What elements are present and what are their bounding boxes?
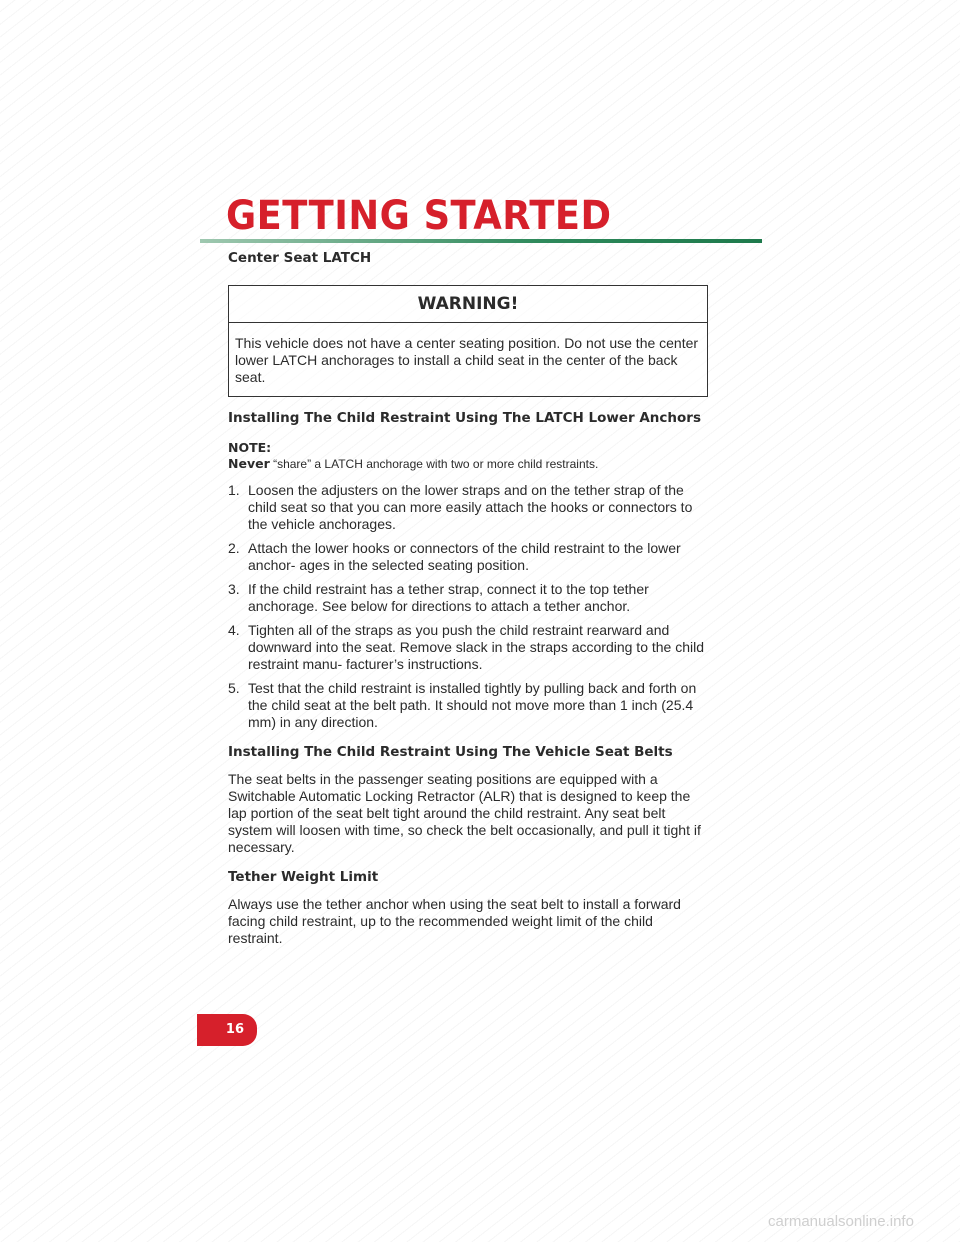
seat-belts-paragraph: The seat belts in the passenger seating positions are equipped with a Switchable Automatic Locking Retractor (ALR) that is designed to keep the lap portion of the seat belt tight around the child restraint. Any seat belt system will loosen with time, so check the belt occasionally, and pull it tight if necessary. bbox=[228, 771, 701, 855]
step-number: 1. bbox=[228, 482, 240, 498]
step-text: Loosen the adjusters on the lower straps and on the tether strap of the child seat so that you can more easily attach the hooks or connectors to the vehicle anchorages. bbox=[248, 482, 693, 532]
section-title: GETTING STARTED bbox=[226, 193, 612, 239]
title-divider bbox=[200, 239, 762, 243]
note-lead: Never bbox=[228, 456, 270, 471]
step-number: 3. bbox=[228, 581, 240, 597]
step-number: 2. bbox=[228, 540, 240, 556]
watermark: carmanualsonline.info bbox=[768, 1213, 914, 1230]
step-number: 5. bbox=[228, 680, 240, 696]
page-content bbox=[228, 250, 708, 947]
seat-belts-heading: Installing The Child Restraint Using The Vehicle Seat Belts bbox=[228, 744, 673, 760]
list-item bbox=[228, 622, 708, 673]
list-item bbox=[228, 581, 708, 615]
step-text: Test that the child restraint is installed tightly by pulling back and forth on the child seat at the belt path. It should not move more than 1 inch (25.4 mm) in any direction. bbox=[248, 680, 697, 730]
lower-anchors-heading: Installing The Child Restraint Using The LATCH Lower Anchors bbox=[228, 410, 701, 426]
center-latch-heading: Center Seat LATCH bbox=[228, 250, 372, 266]
page-number-tab: 16 bbox=[197, 1014, 257, 1046]
step-text: Attach the lower hooks or connectors of the child restraint to the lower anchor- ages in the selected seating position. bbox=[248, 540, 681, 573]
note-text bbox=[228, 456, 708, 472]
note-label: NOTE: bbox=[228, 440, 272, 455]
tether-heading: Tether Weight Limit bbox=[228, 869, 379, 885]
step-text: Tighten all of the straps as you push the child restraint rearward and downward into the seat. Remove slack in the straps according to the child restraint manu- facturer’s instructions. bbox=[248, 622, 705, 672]
list-item bbox=[228, 540, 708, 574]
step-text: If the child restraint has a tether strap, connect it to the top tether anchorage. See below for directions to attach a tether anchor. bbox=[248, 581, 649, 614]
warning-text: This vehicle does not have a center seating position. Do not use the center lower LATCH anchorages to install a child seat in the center of the back seat. bbox=[235, 335, 699, 385]
warning-box bbox=[228, 285, 708, 397]
steps-list bbox=[228, 482, 708, 731]
tether-paragraph: Always use the tether anchor when using the seat belt to install a forward facing child restraint, up to the recommended weight limit of the child restraint. bbox=[228, 896, 681, 946]
warning-title: WARNING! bbox=[229, 286, 707, 323]
step-number: 4. bbox=[228, 622, 240, 638]
list-item bbox=[228, 482, 708, 533]
list-item bbox=[228, 680, 708, 731]
note-body: “share” a LATCH anchorage with two or more child restraints. bbox=[269, 457, 599, 471]
